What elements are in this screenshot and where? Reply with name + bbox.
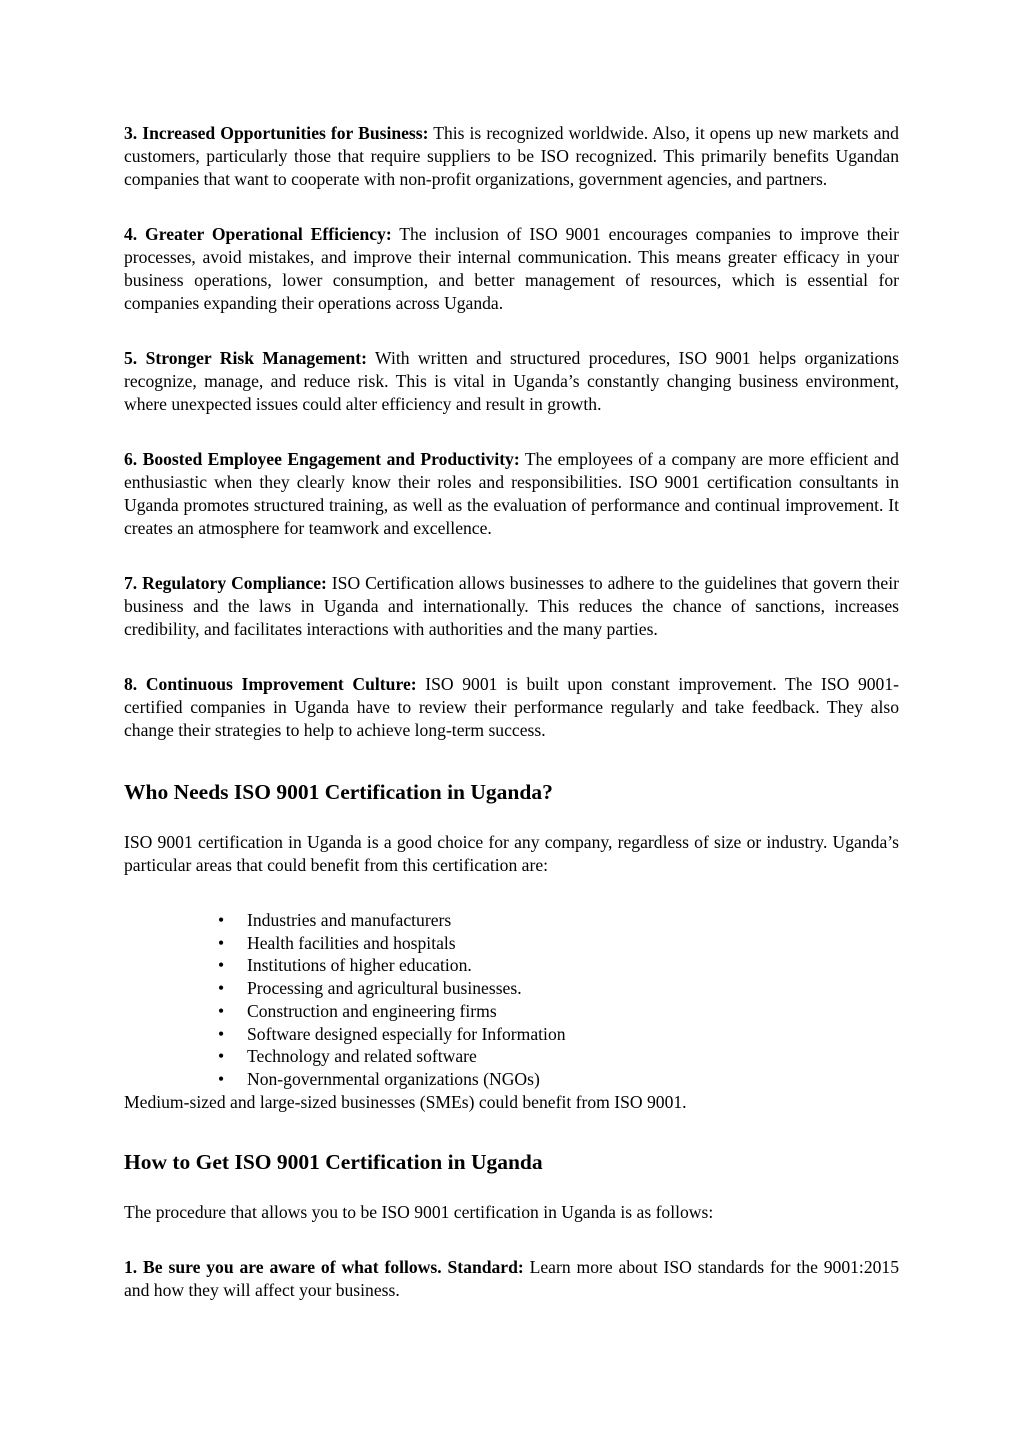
bullet-icon: • xyxy=(218,932,225,953)
list-item xyxy=(218,932,899,955)
list-item-text: Non-governmental organizations (NGOs) xyxy=(247,1068,540,1089)
bullet-icon: • xyxy=(218,1068,225,1089)
list-item xyxy=(218,1023,899,1046)
benefit-text: The employees of a company are more efficient and enthusiastic when they clearly know their roles and responsibilities. ISO 9001 certification consultants in Uganda promotes structured training, as well as the evaluation of performance and continual improvement. It creates an atmosphere for teamwork and excellence. xyxy=(124,449,899,538)
document-page xyxy=(124,122,899,1334)
benefit-paragraph-6 xyxy=(124,448,899,540)
how-to-heading: How to Get ISO 9001 Certification in Uganda xyxy=(124,1149,543,1174)
bullet-icon: • xyxy=(218,1023,225,1044)
bullet-icon: • xyxy=(218,910,225,930)
list-item-text: Industries and manufacturers xyxy=(247,910,452,930)
benefit-title: 4. Greater Operational Efficiency: xyxy=(124,224,392,244)
list-item xyxy=(218,1068,899,1091)
step-title: 1. Be sure you are aware of what follows. Standard: xyxy=(124,1256,524,1277)
benefit-title: 3. Increased Opportunities for Business: xyxy=(124,123,429,143)
benefit-paragraph-7 xyxy=(124,572,899,641)
who-needs-intro: ISO 9001 certification in Uganda is a good choice for any company, regardless of size or industry. Uganda’s particular areas that could benefit from this certification are: xyxy=(124,832,899,875)
benefit-title: 7. Regulatory Compliance: xyxy=(124,573,327,593)
benefit-text: The inclusion of ISO 9001 encourages companies to improve their processes, avoid mistakes, and improve their internal communication. This means greater efficacy in your business operations, lower consumption, and better management of resources, which is essential for companies expanding their operations across Uganda. xyxy=(124,224,899,313)
benefit-text: ISO 9001 is built upon constant improvement. The ISO 9001-certified companies in Uganda have to review their performance regularly and take feedback. They also change their strategies to help to achieve long-term success. xyxy=(124,674,899,740)
list-item xyxy=(218,954,899,977)
benefit-text: With written and structured procedures, ISO 9001 helps organizations recognize, manage, and reduce risk. This is vital in Uganda’s constantly changing business environment, where unexpected issues could alter efficiency and result in growth. xyxy=(124,348,899,414)
who-needs-heading: Who Needs ISO 9001 Certification in Uganda? xyxy=(124,780,553,804)
list-item-text: Health facilities and hospitals xyxy=(247,932,456,953)
benefit-paragraph-4 xyxy=(124,223,899,315)
benefit-text: ISO Certification allows businesses to adhere to the guidelines that govern their business and the laws in Uganda and internationally. This reduces the chance of sanctions, increases credibility, and facilitates interactions with authorities and the many parties. xyxy=(124,573,899,639)
benefit-title: 6. Boosted Employee Engagement and Productivity: xyxy=(124,449,520,469)
list-item-text: Software designed especially for Information xyxy=(247,1023,566,1044)
benefit-paragraph-3 xyxy=(124,122,899,191)
how-to-step-1 xyxy=(124,1256,899,1302)
who-needs-closing: Medium-sized and large-sized businesses (SMEs) could benefit from ISO 9001. xyxy=(124,1091,687,1112)
bullet-icon: • xyxy=(218,1000,225,1021)
benefit-text: This is recognized worldwide. Also, it opens up new markets and customers, particularly those that require suppliers to be ISO recognized. This primarily benefits Ugandan companies that want to cooperate with non-profit organizations, government agencies, and partners. xyxy=(124,123,899,189)
bullet-icon: • xyxy=(218,1046,225,1067)
list-item-text: Technology and related software xyxy=(247,1046,477,1067)
benefit-paragraph-5 xyxy=(124,347,899,416)
benefit-title: 5. Stronger Risk Management: xyxy=(124,348,367,368)
list-item-text: Construction and engineering firms xyxy=(247,1000,497,1021)
list-item xyxy=(218,977,899,1000)
list-item-text: Institutions of higher education. xyxy=(247,955,472,976)
industry-list xyxy=(124,909,899,1091)
step-text: Learn more about ISO standards for the 9001:2015 and how they will affect your business. xyxy=(124,1256,900,1300)
list-item xyxy=(218,1045,899,1068)
bullet-icon: • xyxy=(218,955,225,976)
benefit-paragraph-8 xyxy=(124,673,899,742)
how-to-intro: The procedure that allows you to be ISO 9001 certification in Uganda is as follows: xyxy=(124,1201,714,1222)
benefit-title: 8. Continuous Improvement Culture: xyxy=(124,674,417,694)
bullet-icon: • xyxy=(218,978,225,999)
list-item-text: Processing and agricultural businesses. xyxy=(247,978,522,999)
list-item xyxy=(218,1000,899,1023)
list-item xyxy=(218,909,899,932)
